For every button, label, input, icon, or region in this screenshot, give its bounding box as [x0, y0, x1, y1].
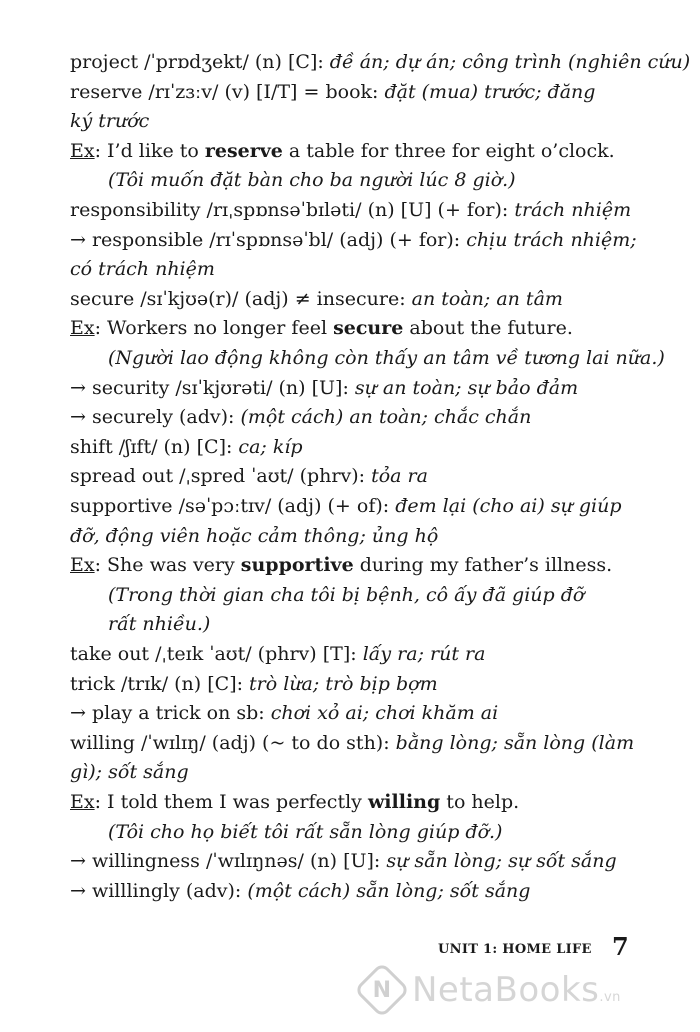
entry-headword: responsibility /rɪˌspɒnsəˈbɪləti/ (n) [U] (+ for):: [70, 199, 515, 221]
entry-headword: → security /sɪˈkjʊrəti/ (n) [U]:: [70, 376, 355, 399]
entry-line: [70, 48, 691, 76]
entry-meaning: an toàn; an tâm: [411, 287, 563, 310]
page-number: 7: [612, 932, 629, 961]
example-label: Ex: [70, 317, 95, 340]
entry-meaning: chịu trách nhiệm;: [466, 228, 637, 251]
continuation-line: [70, 107, 640, 135]
translation-line: [108, 818, 640, 846]
entry-line: [70, 729, 640, 757]
entry-line: [70, 492, 640, 520]
entry-line: [70, 285, 640, 313]
entry-headword: spread out /ˌspred ˈaʊt/ (phrv):: [70, 465, 372, 488]
entry-line: [70, 78, 640, 106]
example-line: [70, 788, 640, 816]
entry-line: [70, 374, 640, 402]
running-footer: UNIT 1: HOME LIFE: [438, 942, 592, 957]
example-keyword: willing: [367, 791, 441, 813]
entry-meaning: tỏa ra: [371, 465, 428, 488]
watermark: [362, 970, 621, 1010]
entry-meaning: đem lại (cho ai) sự giúp: [395, 495, 622, 517]
entry-line: [70, 877, 640, 905]
entry-meaning: gì); sốt sắng: [70, 761, 189, 784]
entry-meaning: sự sẵn lòng; sự sốt sắng: [386, 850, 617, 873]
entry-line: [70, 670, 640, 698]
example-translation: (Trong thời gian cha tôi bị bệnh, cô ấy đã giúp đỡ: [108, 583, 585, 606]
example-translation: (Người lao động không còn thấy an tâm về tương lai nữa.): [108, 347, 665, 369]
entry-meaning: đặt (mua) trước; đăng: [384, 80, 596, 103]
entry-headword: willing /ˈwɪlɪŋ/ (adj) (~ to do sth):: [70, 731, 396, 754]
example-label: Ex: [70, 139, 95, 162]
example-translation: rất nhiều.): [108, 613, 211, 636]
example-keyword: supportive: [240, 554, 354, 577]
entry-headword: → securely (adv):: [70, 406, 241, 429]
example-label: Ex: [70, 554, 95, 577]
example-text: during my father’s illness.: [353, 554, 613, 577]
entry-meaning: lấy ra; rút ra: [362, 643, 486, 665]
example-line: [70, 137, 640, 165]
entry-headword: take out /ˌteɪk ˈaʊt/ (phrv) [T]:: [70, 643, 363, 665]
entry-meaning: trò lừa; trò bịp bợm: [249, 672, 438, 695]
entry-meaning: (một cách) an toàn; chắc chắn: [240, 406, 532, 429]
entry-headword: project /ˈprɒdʒekt/ (n) [C]:: [70, 51, 330, 73]
example-text: to help.: [440, 791, 520, 813]
entry-meaning: đỡ, động viên hoặc cảm thông; ủng hộ: [70, 524, 439, 547]
entry-meaning: (một cách) sẵn lòng; sốt sắng: [247, 879, 531, 902]
example-label: Ex: [70, 791, 95, 813]
entry-line: [70, 640, 640, 668]
entry-line: [70, 196, 640, 224]
entry-line: [70, 433, 640, 461]
example-line: [70, 551, 640, 579]
entry-meaning: trách nhiệm: [514, 199, 632, 221]
example-keyword: secure: [333, 317, 404, 340]
example-translation: (Tôi cho họ biết tôi rất sẵn lòng giúp đỡ.): [108, 820, 503, 843]
entry-meaning: sự an toàn; sự bảo đảm: [354, 376, 579, 399]
translation-line: [108, 344, 665, 372]
entry-headword: → willingness /ˈwɪlɪŋnəs/ (n) [U]:: [70, 850, 387, 873]
entry-line: [70, 226, 640, 254]
entry-meaning: đề án; dự án; công trình (nghiên cứu): [329, 51, 691, 73]
entry-meaning: bằng lòng; sẵn lòng (làm: [395, 731, 635, 754]
example-line: [70, 314, 640, 342]
example-text: : She was very: [94, 554, 241, 577]
entry-headword: shift /ʃɪft/ (n) [C]:: [70, 435, 239, 458]
watermark-text: NetaBooks.vn: [412, 970, 621, 1010]
translation-line: [108, 581, 640, 609]
example-keyword: reserve: [204, 139, 283, 162]
entry-meaning: có trách nhiệm: [70, 258, 215, 281]
entry-line: [70, 699, 640, 727]
entry-headword: → responsible /rɪˈspɒnsəˈbl/ (adj) (+ for):: [70, 228, 467, 251]
translation-line: [108, 610, 640, 638]
entry-line: [70, 847, 640, 875]
example-text: : I’d like to: [94, 139, 205, 162]
entry-headword: → play a trick on sb:: [70, 702, 271, 725]
entry-headword: secure /sɪˈkjʊə(r)/ (adj) ≠ insecure:: [70, 287, 412, 310]
entry-headword: supportive /səˈpɔːtɪv/ (adj) (+ of):: [70, 495, 396, 517]
netabooks-logo-icon: N: [354, 962, 411, 1019]
entry-headword: → willlingly (adv):: [70, 879, 248, 902]
example-translation: (Tôi muốn đặt bàn cho ba người lúc 8 giờ.): [108, 169, 516, 192]
entry-headword: reserve /rɪˈzɜːv/ (v) [I/T] = book:: [70, 80, 385, 103]
example-text: a table for three for eight o’clock.: [282, 139, 615, 162]
entry-meaning: ca; kíp: [238, 435, 303, 458]
translation-line: [108, 166, 640, 194]
example-text: about the future.: [403, 317, 573, 340]
entry-headword: trick /trɪk/ (n) [C]:: [70, 672, 250, 695]
example-text: : Workers no longer feel: [94, 317, 334, 340]
continuation-line: [70, 758, 640, 786]
continuation-line: [70, 255, 640, 283]
entry-line: [70, 403, 640, 431]
entry-line: [70, 462, 640, 490]
entry-meaning: ký trước: [70, 110, 150, 133]
entry-meaning: chơi xỏ ai; chơi khăm ai: [270, 702, 499, 725]
example-text: : I told them I was perfectly: [94, 791, 368, 813]
continuation-line: [70, 522, 640, 550]
